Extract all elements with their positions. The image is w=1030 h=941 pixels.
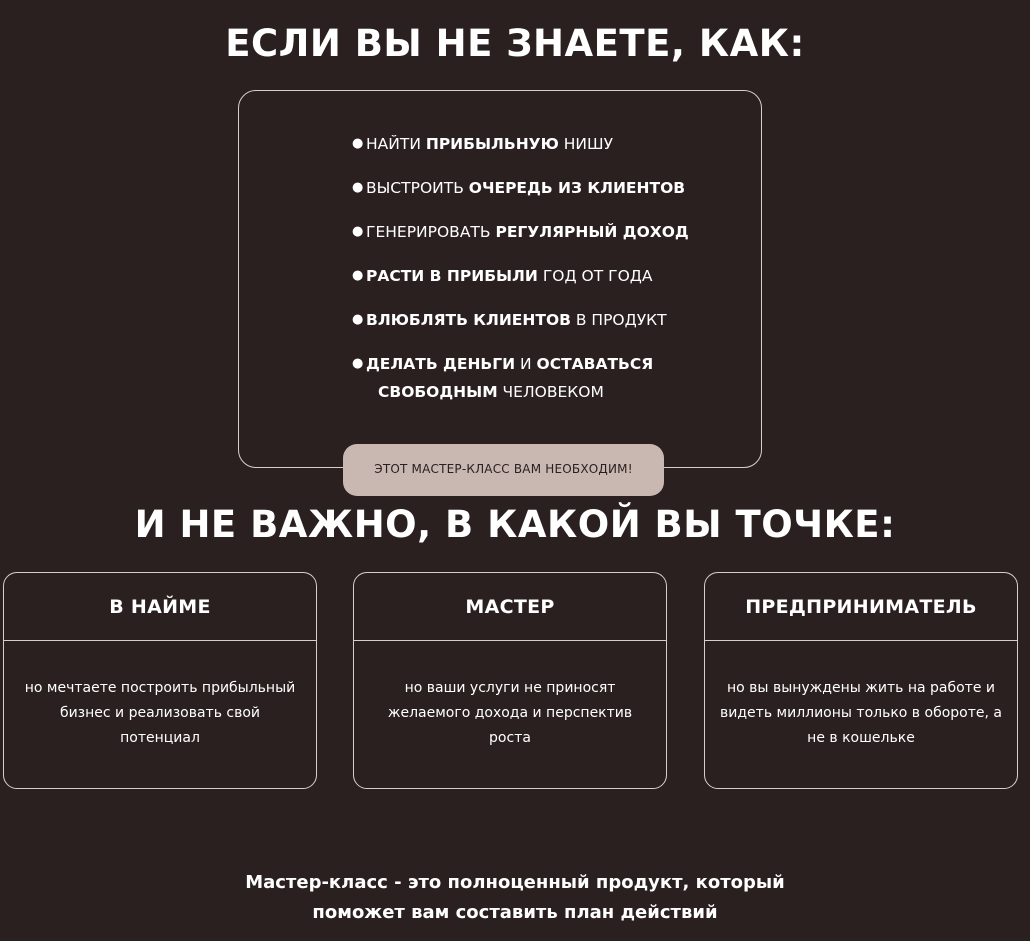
card-title: ПРЕДПРИНИМАТЕЛЬ <box>705 573 1017 641</box>
list-item-bold: ДЕЛАТЬ ДЕНЬГИ <box>366 355 516 373</box>
bullet-icon: ● <box>352 268 364 283</box>
bullet-icon: ● <box>352 356 364 371</box>
list-item <box>352 306 732 334</box>
card-description: но вы вынуждены жить на работе и видеть миллионы только в обороте, а не в кошельке <box>720 680 1002 746</box>
list-item-post: НИШУ <box>558 135 614 153</box>
card-title: МАСТЕР <box>354 573 666 641</box>
list-item-bold: РЕГУЛЯРНЫЙ ДОХОД <box>495 223 689 241</box>
list-item-pre: ВЫСТРОИТЬ <box>366 179 469 197</box>
list-item-post: ГОД ОТ ГОДА <box>537 267 653 285</box>
audience-card <box>3 572 317 789</box>
skills-list <box>352 130 732 406</box>
list-item-bold: ОЧЕРЕДЬ ИЗ КЛИЕНТОВ <box>468 179 686 197</box>
section-heading-mid: И НЕ ВАЖНО, В КАКОЙ ВЫ ТОЧКЕ: <box>134 503 896 546</box>
list-item <box>352 262 732 290</box>
list-item-bold: ВЛЮБЛЯТЬ КЛИЕНТОВ <box>366 311 571 329</box>
card-title: В НАЙМЕ <box>4 573 316 641</box>
bullet-icon: ● <box>352 312 364 327</box>
summary-line-2: поможет вам составить план действий <box>312 902 718 923</box>
list-item <box>352 130 732 158</box>
list-item-post: В ПРОДУКТ <box>570 311 667 329</box>
audience-card <box>704 572 1018 789</box>
list-item-bold-2: ОСТАВАТЬСЯ <box>536 355 654 373</box>
bullet-icon: ● <box>352 180 364 195</box>
callout-badge: ЭТОТ МАСТЕР-КЛАСС ВАМ НЕОБХОДИМ! <box>343 444 664 496</box>
list-item <box>352 218 732 246</box>
list-item-post: И <box>515 355 537 373</box>
section-heading-top: ЕСЛИ ВЫ НЕ ЗНАЕТЕ, КАК: <box>225 22 805 65</box>
list-item <box>352 174 732 202</box>
list-item-bold-3: СВОБОДНЫМ <box>378 383 498 401</box>
card-description: но ваши услуги не приносят желаемого дохода и перспектив роста <box>387 680 633 746</box>
list-item-pre: ГЕНЕРИРОВАТЬ <box>366 223 496 241</box>
summary-line-1: Мастер-класс - это полноценный продукт, который <box>245 872 785 893</box>
list-item-bold: РАСТИ В ПРИБЫЛИ <box>366 267 538 285</box>
list-item-continuation <box>366 378 732 406</box>
list-item <box>352 350 732 406</box>
card-description: но мечтаете построить прибыльный бизнес и реализовать свой потенциал <box>24 680 296 746</box>
bullet-icon: ● <box>352 224 364 239</box>
audience-card <box>353 572 667 789</box>
list-item-bold: ПРИБЫЛЬНУЮ <box>425 135 559 153</box>
bullet-icon: ● <box>352 136 364 151</box>
list-item-pre: НАЙТИ <box>366 135 426 153</box>
summary-text <box>0 868 1030 928</box>
list-item-post-2: ЧЕЛОВЕКОМ <box>497 383 604 401</box>
